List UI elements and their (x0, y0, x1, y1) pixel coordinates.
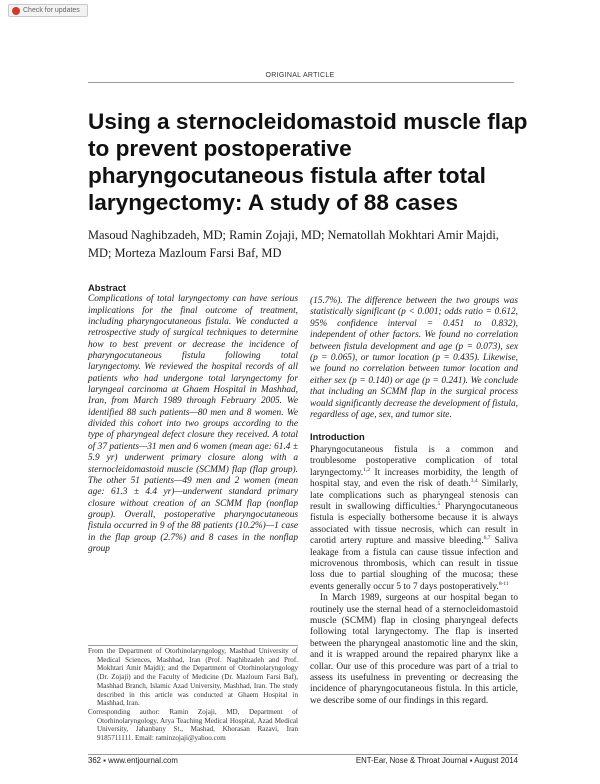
intro-p1-text-a: Pharyngocutaneous fistula is a common and troublesome postoperative complication of total laryngectomy. (310, 444, 518, 478)
article-title: Using a sternocleidomastoid muscle flap to prevent postoperative pharyngocutaneous fistula after total laryngectomy: A study of 88 cases (88, 109, 528, 215)
intro-paragraph-1 (310, 445, 518, 593)
right-column (310, 296, 518, 707)
citation-ref: 5 (437, 500, 441, 507)
footer-journal-issue: ENT-Ear, Nose & Throat Journal ▪ August 2014 (355, 756, 518, 765)
update-icon (12, 7, 20, 15)
author-list: Masoud Naghibzadeh, MD; Ramin Zojaji, MD; Nematollah Mokhtari Amir Majdi, MD; Morteza Mazloum Farsi Baf, MD (88, 228, 499, 260)
citation-ref: 1,2 (363, 466, 370, 473)
citation-ref: 8-11 (498, 580, 509, 587)
abstract-text-part2: (15.7%). The difference between the two groups was statistically significant (p < 0.001; odds ratio = 0.612, 95% confidence interval = 0.451 to 0.832), independent of other factors. We found no correlation between fistula development and age (p = 0.073), sex (p = 0.065), or tumor location (p = 0.435). Likewise, we found no correlation between tumor location and either sex (p = 0.140) or age (p = 0.241). We conclude that including an SCMM flap in the surgical process would significantly decrease the development of fistula, regardless of age, sex, and tumor site. (310, 296, 518, 421)
abstract-column (88, 282, 298, 555)
introduction-body (310, 445, 518, 707)
footnote-corresponding-author: Corresponding author: Ramin Zojaji, MD, Department of Otorhinolaryngology, Arya Teaching Medical Hospital, Azad Medical University, Jahanbany St., Mashad, Khorasan Razavi, Iran 9185711111. Email: raminzojaji@yahoo.com (88, 707, 298, 743)
footer-page-url: 362 ▪ www.entjournal.com (88, 756, 178, 765)
footnote-divider (88, 645, 298, 646)
section-label: ORIGINAL ARTICLE (265, 72, 335, 79)
abstract-heading: Abstract (88, 282, 127, 293)
footnote (88, 647, 298, 743)
citation-ref: 3,4 (470, 477, 478, 484)
footnote-affiliation: From the Department of Otorhinolaryngology, Mashhad University of Medical Sciences, Mashhad, Iran (Prof. Naghibzadeh and Prof. Mokhtari Amir Majdi); and the Department of Otorhinolaryngology (Dr. Zojaji) and the Faculty of Medicine (Dr. Mazloum Farsi Baf), Mashhad Branch, Islamic Azad University, Mashhad, Iran. The study described in this article was conducted at Ghaem Hospital in Mashhad, Iran. (88, 647, 298, 708)
intro-paragraph-2: In March 1989, surgeons at our hospital began to routinely use the sternal head of a sternocleidomastoid muscle (SCMM) flap in closing pharyngeal defects following total laryngectomy. The flap is inserted between the pharyngeal anastomotic line and the skin, and it is wrapped around the repaired pharynx like a collar. Our use of this procedure was part of a trial to assess its usefulness in preventing or decreasing the incidence of pharyngocutaneous fistula. In this article, we describe some of our findings in this regard. (310, 593, 518, 706)
abstract-text-part1: Complications of total laryngectomy can have serious implications for the final outcome of treatment, including pharyngocutaneous fistula. We conducted a retrospective study of surgical techniques to determine how to best prevent or decrease the incidence of pharyngocutaneous fistula following total laryngectomy. We reviewed the hospital records of all patients who had undergone total laryngectomy for laryngeal carcinoma at Ghaem Hospital in Mashhad, Iran, from March 1989 through February 2005. We identified 88 such patients—80 men and 8 women. We divided this cohort into two groups according to the type of pharyngeal defect closure they received. A total of 37 patients—31 men and 6 women (mean age: 61.4 ± 5.9 yr) underwent primary closure along with a sternocleidomastoid muscle (SCMM) flap (flap group). The other 51 patients—49 men and 2 women (mean age: 61.3 ± 4.4 yr)—underwent standard primary closure without creation of an SCMM flap (nonflap group). Overall, postoperative pharyngocutaneous fistula occurred in 9 of the 88 patients (10.2%)—1 case in the flap group (2.7%) and 8 cases in the nonflap group (88, 294, 298, 554)
intro-p1-text-c: Similarly, late complications such as pharyngeal stenosis can result in swallowing difficulties. (310, 479, 519, 512)
introduction-heading: Introduction (310, 431, 365, 443)
citation-ref: 6,7 (483, 535, 491, 542)
footer-divider (88, 754, 518, 755)
header-divider (88, 82, 514, 83)
intro-p1-text-e: Saliva leakage from a fistula can cause tissue infection and microvenous thrombosis, which can result in tissue loss due to partial sloughing of the mucosa; these events generally occur 5 to 7 days postoperatively. (310, 536, 518, 592)
intro-p1-text-d: Pharyngocutaneous fistula is especially bothersome because it is always associated with tissue necrosis, which can result in carotid artery rupture and massive bleeding. (310, 501, 519, 547)
badge-label: Check for updates (23, 7, 80, 14)
intro-p1-text-b: It increases morbidity, the length of hospital stay, and even the risk of death. (310, 467, 518, 490)
check-for-updates-badge[interactable] (8, 4, 88, 17)
